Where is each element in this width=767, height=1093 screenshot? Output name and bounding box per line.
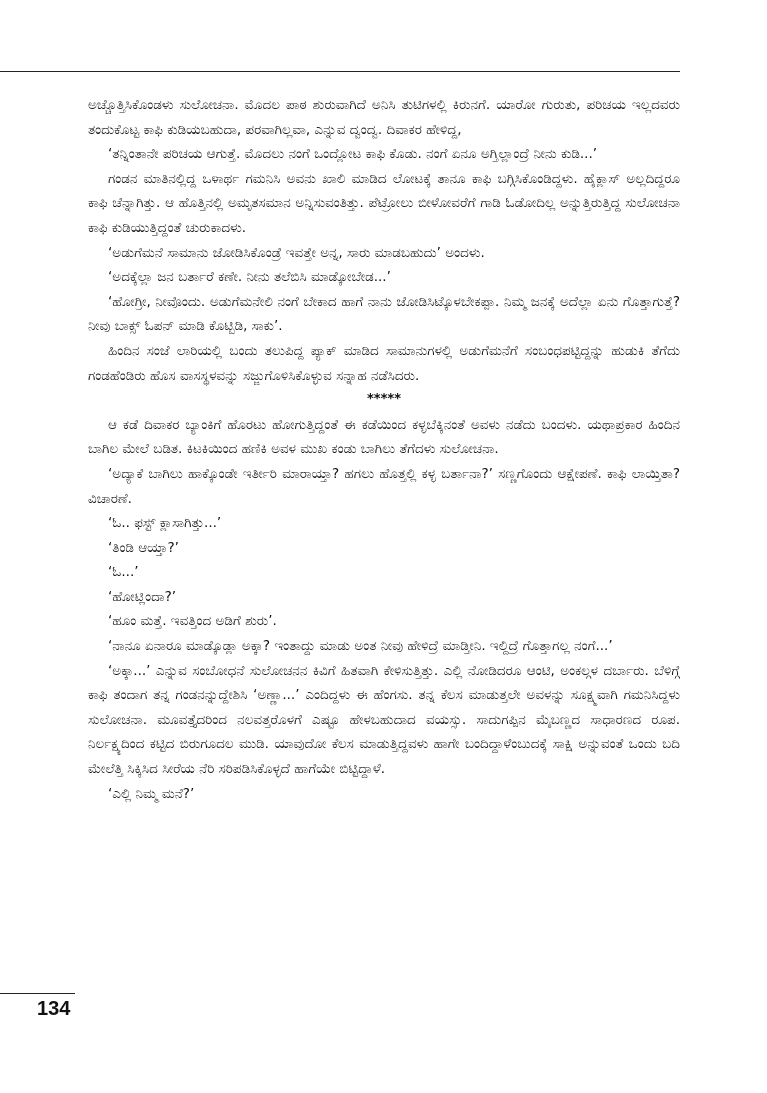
paragraph: ‘ಹೂಂ ಮತ್ತೆ. ಇವತ್ತಿಂದ ಅಡಿಗೆ ಶುರು’. bbox=[108, 613, 277, 630]
section-separator: ***** bbox=[367, 392, 401, 408]
paragraph: ಗಂಡನ ಮಾತಿನಲ್ಲಿದ್ದ ಒಳಾರ್ಥ ಗಮನಿಸಿ ಅವನು ಖಾಲಿ ಮಾಡಿದ ಲೋಟಕ್ಕೆ ತಾನೂ ಕಾಫಿ ಬಗ್ಗಿಸಿಕೊಂಡಿದ್ದಳು. ಹೈಕ್ಲಾಸ್ ಅಲ್ಲದಿದ್ದರೂ ಕಾಫಿ ಚೆನ್ನಾಗಿತ್ತು. ಆ ಹೊತ್ತಿನಲ್ಲಿ ಅಮೃತಸಮಾನ ಅನ್ನಿಸುವಂತಿತ್ತು. ಪೆಟ್ರೋಲು ಬೀಳೋವರೆಗೆ ಗಾಡಿ ಓಡೋದಿಲ್ಲ ಅನ್ನುತ್ತಿರುತ್ತಿದ್ದ ಸುಲೋಚನಾ ಕಾಫಿ ಕುಡಿಯುತ್ತಿದ್ದಂತೆ ಚುರುಕಾದಳು. bbox=[88, 170, 680, 236]
paragraph: ಹಿಂದಿನ ಸಂಜೆ ಲಾರಿಯಲ್ಲಿ ಬಂದು ತಲುಪಿದ್ದ ಪ್ಯಾಕ್ ಮಾಡಿದ ಸಾಮಾನುಗಳಲ್ಲಿ ಅಡುಗೆಮನೆಗೆ ಸಂಬಂಧಪಟ್ಟಿದ್ದನ್ನು ಹುಡುಕಿ ತೆಗೆದು ಗಂಡಹೆಂಡಿರು ಹೊಸ ವಾಸಸ್ಥಳವನ್ನು ಸಜ್ಜುಗೊಳಿಸಿಕೊಳ್ಳುವ ಸನ್ನಾಹ ನಡೆಸಿದರು. bbox=[88, 342, 680, 384]
paragraph: ‘ಅಡುಗೆಮನೆ ಸಾಮಾನು ಜೋಡಿಸಿಕೊಂಡ್ರೆ ಇವತ್ತೇ ಅನ್ನ, ಸಾರು ಮಾಡಬಹುದು’ ಅಂದಳು. bbox=[108, 244, 485, 261]
paragraph: ‘ತನ್ನಿಂತಾನೇ ಪರಿಚಯ ಆಗುತ್ತೆ. ಮೊದಲು ನಂಗೆ ಒಂದ್ಲೋಟ ಕಾಫಿ ಕೊಡು. ನಂಗೆ ಏನೂ ಅಗ್ತಿಲ್ಲಾಂದ್ರೆ ನೀನು ಕುಡಿ...’ bbox=[108, 146, 598, 163]
paragraph: ‘ಅಕ್ಕಾ...’ ಎನ್ನುವ ಸಂಬೋಧನೆ ಸುಲೋಚನನ ಕಿವಿಗೆ ಹಿತವಾಗಿ ಕೇಳಿಸುತ್ತಿತ್ತು. ಎಲ್ಲಿ ನೋಡಿದರೂ ಆಂಟಿ, ಅಂಕಲ್ಗಳ ದರ್ಬಾರು. ಬೆಳಿಗ್ಗೆ ಕಾಫಿ ತಂದಾಗ ತನ್ನ ಗಂಡನನ್ನುದ್ದೇಶಿಸಿ ‘ಅಣ್ಣಾ...’ ಎಂದಿದ್ದಳು ಈ ಹೆಂಗಸು. ತನ್ನ ಕೆಲಸ ಮಾಡುತ್ತಲೇ ಅವಳನ್ನು ಸೂಕ್ಷ್ಮವಾಗಿ ಗಮನಿಸಿದ್ದಳು ಸುಲೋಚನಾ. ಮೂವತ್ತೈದರಿಂದ ನಲವತ್ತರೊಳಗೆ ಎಷ್ಟೂ ಹೇಳಬಹುದಾದ ವಯಸ್ಸು. ಸಾದುಗಪ್ಪಿನ ಮೈಬಣ್ಣದ ಸಾಧಾರಣದ ರೂಪ. ನಿರ್ಲಕ್ಷ್ಯದಿಂದ ಕಟ್ಟಿದ ಬಿರುಗೂದಲ ಮುಡಿ. ಯಾವುದೋ ಕೆಲಸ ಮಾಡುತ್ತಿದ್ದವಳು ಹಾಗೇ ಬಂದಿದ್ದಾಳೆಂಬುದಕ್ಕೆ ಸಾಕ್ಷಿ ಅನ್ನುವಂತೆ ಒಂದು ಬದಿ ಮೇಲೆತ್ತಿ ಸಿಕ್ಕಿಸಿದ ಸೀರೆಯ ನೆರಿ ಸರಿಪಡಿಸಿಕೊಳ್ಳದೆ ಹಾಗೆಯೇ ಬಿಟ್ಟಿದ್ದಾಳೆ. bbox=[88, 662, 680, 778]
paragraph: ‘ಓ.. ಫಸ್ಟ್ ಕ್ಲಾಸಾಗಿತ್ತು...’ bbox=[108, 515, 222, 532]
paragraph: ‘ಅದ್ಯಾಕೆ ಬಾಗಿಲು ಹಾಕ್ಕೊಂಡೇ ಇರ್ತೀರಿ ಮಾರಾಯ್ತಾ? ಹಗಲು ಹೊತ್ತಲ್ಲಿ ಕಳ್ಳ ಬರ್ತಾನಾ?’ ಸಣ್ಣಗೊಂದು ಆಕ್ಷೇಪಣೆ. ಕಾಫಿ ಲಾಯ್ತಿತಾ? ವಿಚಾರಣೆ. bbox=[88, 465, 680, 507]
page-body bbox=[88, 93, 680, 806]
paragraph: ‘ಎಲ್ಲಿ ನಿಮ್ಮ ಮನೆ?’ bbox=[108, 785, 195, 802]
paragraph: ಆ ಕಡೆ ದಿವಾಕರ ಬ್ಯಾಂಕಿಗೆ ಹೊರಟು ಹೋಗುತ್ತಿದ್ದಂತೆ ಈ ಕಡೆಯಿಂದ ಕಳ್ಳಬೆಕ್ಕಿನಂತೆ ಅವಳು ನಡೆದು ಬಂದಳು. ಯಥಾಪ್ರಕಾರ ಹಿಂದಿನ ಬಾಗಿಲ ಮೇಲೆ ಬಡಿತ. ಕಿಟಕಿಯಿಂದ ಹಣಿಕಿ ಅವಳ ಮುಖ ಕಂಡು ಬಾಗಿಲು ತೆಗೆದಳು ಸುಲೋಚನಾ. bbox=[88, 416, 680, 458]
footer-rule bbox=[0, 993, 75, 994]
paragraph: ಅಚ್ಚೊತ್ತಿಸಿಕೊಂಡಳು ಸುಲೋಚನಾ. ಮೊದಲ ಪಾಠ ಶುರುವಾಗಿದೆ ಅನಿಸಿ ತುಟಿಗಳಲ್ಲಿ ಕಿರುನಗೆ. ಯಾರೋ ಗುರುತು, ಪರಿಚಯ ಇಲ್ಲದವರು ತಂದುಕೊಟ್ಟ ಕಾಫಿ ಕುಡಿಯಬಹುದಾ, ಪರವಾಗಿಲ್ಲವಾ, ಎನ್ನುವ ದ್ವಂದ್ವ. ದಿವಾಕರ ಹೇಳಿದ್ದ, bbox=[88, 97, 680, 138]
paragraph: ‘ಹೋಟ್ಲಿಂದಾ?’ bbox=[108, 588, 177, 605]
paragraph: ‘ಅದಕ್ಕೆಲ್ಲಾ ಜನ ಬರ್ತಾರೆ ಕಣೇ. ನೀನು ತಲೆಬಿಸಿ ಮಾಡ್ಕೋಬೇಡ...’ bbox=[108, 269, 391, 286]
paragraph: ‘ತಿಂಡಿ ಆಯ್ತಾ?’ bbox=[108, 539, 179, 556]
top-rule bbox=[0, 71, 680, 72]
paragraph: ‘ಓ...’ bbox=[108, 564, 139, 581]
paragraph: ‘ನಾನೂ ಏನಾರೂ ಮಾಡ್ಕೊಡ್ಲಾ ಅಕ್ಕಾ? ಇಂತಾದ್ದು ಮಾಡು ಅಂತ ನೀವು ಹೇಳಿದ್ರೆ ಮಾಡ್ತೀನಿ. ಇಲ್ದಿದ್ರೆ ಗೊತ್ತಾಗಲ್ಲ ನಂಗೆ...’ bbox=[108, 638, 613, 655]
paragraph: ‘ಹೋಗ್ರೀ, ನೀವೊಂದು. ಅಡುಗೆಮನೇಲಿ ನಂಗೆ ಬೇಕಾದ ಹಾಗೆ ನಾನು ಜೋಡಿಸಿಟ್ಕೊಳಬೇಕಪ್ಪಾ. ನಿಮ್ಮ ಜನಕ್ಕೆ ಅದೆಲ್ಲಾ ಏನು ಗೊತ್ತಾಗುತ್ತೆ? ನೀವು ಬಾಕ್ಸ್ ಓಪನ್ ಮಾಡಿ ಕೊಟ್ಬಿಡಿ, ಸಾಕು’. bbox=[88, 293, 680, 335]
page-number: 134 bbox=[37, 998, 71, 1020]
